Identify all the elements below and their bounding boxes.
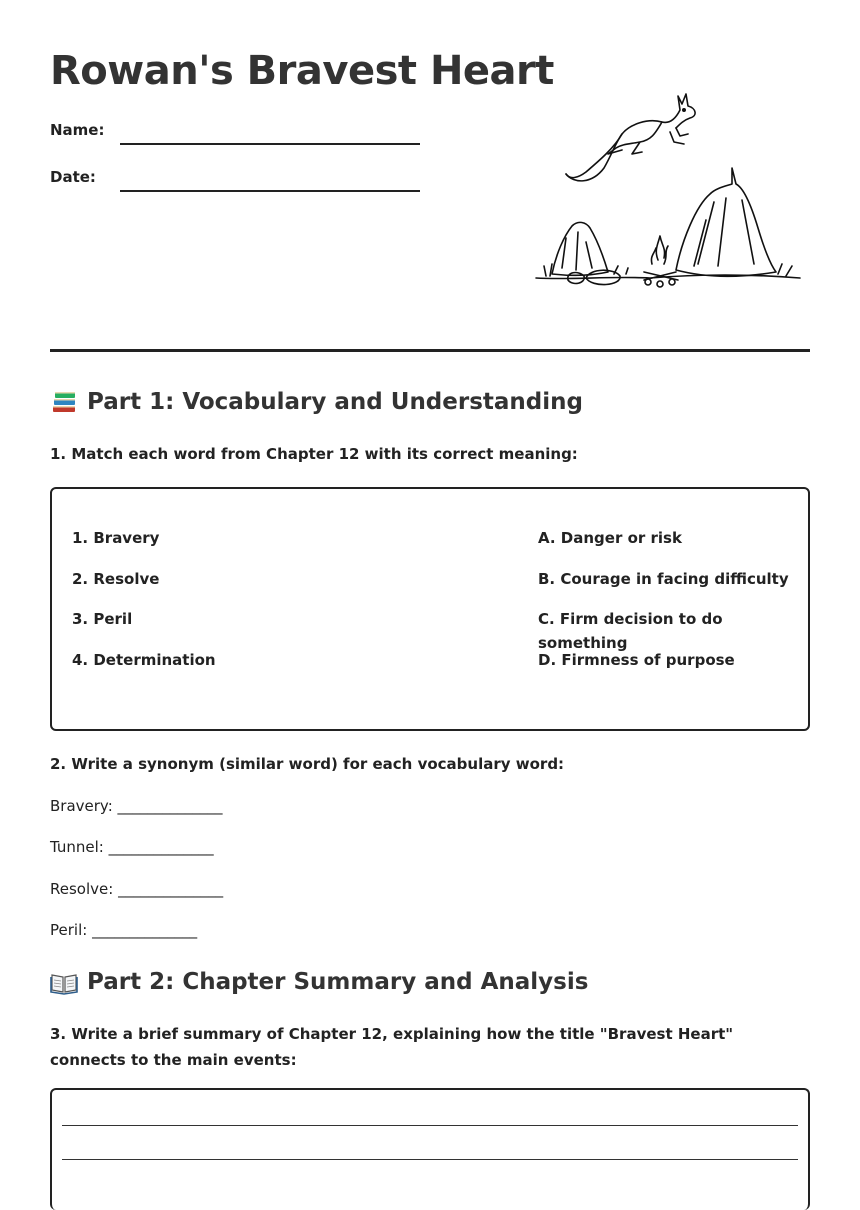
word-item: 1. Bravery	[72, 529, 160, 547]
meaning-item: D. Firmness of purpose	[538, 651, 735, 670]
name-blank-line[interactable]	[120, 143, 420, 145]
summary-answer-box[interactable]	[50, 1088, 810, 1210]
name-label: Name:	[50, 121, 105, 139]
date-blank-line[interactable]	[120, 190, 420, 192]
word-item: 2. Resolve	[72, 569, 160, 588]
part1-heading	[50, 388, 583, 416]
word-item: 3. Peril	[72, 610, 133, 629]
matching-box	[50, 487, 810, 731]
part2-heading-text: Part 2: Chapter Summary and Analysis	[87, 969, 589, 995]
meaning-item: A. Danger or risk	[538, 529, 682, 547]
answer-line	[62, 1125, 798, 1126]
word-item: 4. Determination	[72, 651, 216, 670]
header-divider	[50, 349, 810, 352]
name-field[interactable]	[50, 121, 120, 139]
question-1: 1. Match each word from Chapter 12 with its correct meaning:	[50, 445, 578, 463]
worksheet-title: Rowan's Bravest Heart	[50, 48, 554, 94]
synonym-blank-bravery[interactable]: Bravery: ______________	[50, 797, 223, 815]
part1-heading-text: Part 1: Vocabulary and Understanding	[87, 389, 583, 415]
question-2: 2. Write a synonym (similar word) for each vocabulary word:	[50, 755, 565, 773]
date-field[interactable]	[50, 168, 120, 186]
synonym-blank-tunnel[interactable]: Tunnel: ______________	[50, 838, 214, 856]
meaning-list	[538, 526, 808, 689]
part2-heading	[50, 968, 588, 996]
meaning-item: C. Firm decision to do something	[538, 610, 723, 653]
synonym-blank-peril[interactable]: Peril: ______________	[50, 921, 198, 939]
answer-line	[62, 1159, 798, 1160]
synonym-blank-resolve[interactable]: Resolve: ______________	[50, 880, 224, 898]
open-book-icon	[50, 968, 78, 996]
meaning-item: B. Courage in facing difficulty	[538, 569, 789, 588]
books-icon	[50, 388, 78, 416]
word-list	[72, 526, 216, 689]
kangaroo-campfire-illustration	[530, 88, 810, 303]
question-3: 3. Write a brief summary of Chapter 12, explaining how the title "Bravest Heart" connects to the main events:	[50, 1025, 734, 1069]
date-label: Date:	[50, 168, 96, 186]
